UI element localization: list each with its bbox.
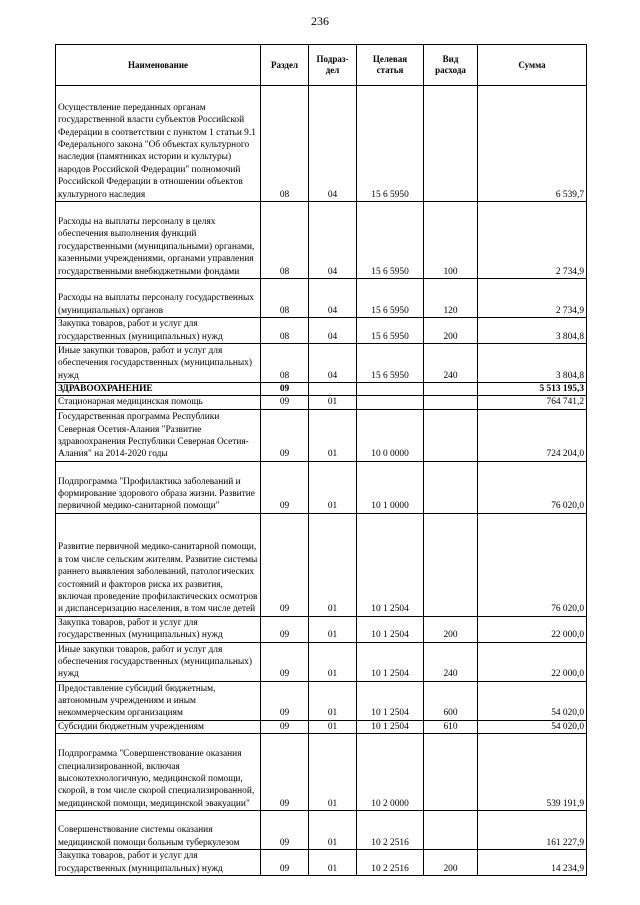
row-target: 15 6 5950: [357, 318, 424, 344]
table-row: [56, 681, 587, 720]
row-name: Расходы на выплаты персоналу государственных (муниципальных) органов: [56, 279, 261, 318]
row-target: 10 2 2516: [357, 811, 424, 850]
row-subsection: [309, 383, 357, 396]
header-section: Раздел: [261, 45, 309, 86]
row-target: 10 1 2504: [357, 616, 424, 642]
row-expense-type: 240: [424, 344, 478, 383]
row-subsection: 04: [309, 279, 357, 318]
row-section: 09: [261, 681, 309, 720]
row-subsection: 04: [309, 344, 357, 383]
table-row: [56, 86, 587, 202]
row-amount: 3 804,8: [478, 344, 587, 383]
header-subsection: Подраз- дел: [309, 45, 357, 86]
budget-table: [55, 44, 587, 876]
row-expense-type: 120: [424, 279, 478, 318]
row-section: 09: [261, 409, 309, 461]
table-row: [56, 642, 587, 681]
table-row: [56, 318, 587, 344]
table-row: [56, 850, 587, 876]
row-target: [357, 383, 424, 396]
row-section: 09: [261, 461, 309, 513]
row-subsection: 01: [309, 811, 357, 850]
row-subsection: 04: [309, 318, 357, 344]
header-name: Наименование: [56, 45, 261, 86]
row-section: 09: [261, 396, 309, 409]
row-amount: 2 734,9: [478, 202, 587, 279]
row-amount: 14 234,9: [478, 850, 587, 876]
row-expense-type: [424, 461, 478, 513]
row-section: 08: [261, 279, 309, 318]
row-amount: 2 734,9: [478, 279, 587, 318]
row-subsection: 01: [309, 734, 357, 811]
row-expense-type: [424, 513, 478, 616]
row-subsection: 01: [309, 409, 357, 461]
table-row: [56, 811, 587, 850]
row-amount: 22 000,0: [478, 642, 587, 681]
table-row: [56, 383, 587, 396]
row-name: Иные закупки товаров, работ и услуг для обеспечения государственных (муниципальных) нужд: [56, 642, 261, 681]
page-number: 236: [311, 14, 329, 28]
row-name: Стационарная медицинская помощь: [56, 396, 261, 409]
row-section: 09: [261, 734, 309, 811]
row-amount: 54 020,0: [478, 681, 587, 720]
row-expense-type: [424, 396, 478, 409]
row-expense-type: [424, 86, 478, 202]
row-expense-type: 200: [424, 318, 478, 344]
row-name: ЗДРАВООХРАНЕНИЕ: [56, 383, 261, 396]
row-subsection: 04: [309, 86, 357, 202]
row-amount: 76 020,0: [478, 513, 587, 616]
row-section: 09: [261, 383, 309, 396]
row-subsection: 01: [309, 461, 357, 513]
row-section: 08: [261, 86, 309, 202]
row-amount: 539 191,9: [478, 734, 587, 811]
table-row: [56, 202, 587, 279]
row-amount: 3 804,8: [478, 318, 587, 344]
table-row: [56, 279, 587, 318]
row-section: 09: [261, 616, 309, 642]
row-name: Совершенствование системы оказания медицинской помощи больным туберкулезом: [56, 811, 261, 850]
row-subsection: 01: [309, 720, 357, 733]
row-section: 09: [261, 513, 309, 616]
table-row: [56, 513, 587, 616]
row-expense-type: [424, 383, 478, 396]
row-section: 09: [261, 811, 309, 850]
table-row: [56, 409, 587, 461]
row-name: Закупка товаров, работ и услуг для государственных (муниципальных) нужд: [56, 318, 261, 344]
row-subsection: 01: [309, 396, 357, 409]
row-amount: 724 204,0: [478, 409, 587, 461]
table-row: [56, 396, 587, 409]
row-subsection: 01: [309, 642, 357, 681]
row-subsection: 01: [309, 513, 357, 616]
row-name: Субсидии бюджетным учреждениям: [56, 720, 261, 733]
row-subsection: 04: [309, 202, 357, 279]
row-subsection: 01: [309, 850, 357, 876]
header-amount: Сумма: [478, 45, 587, 86]
row-name: Подпрограмма "Профилактика заболеваний и формирование здорового образа жизни. Развитие первичной медико-санитарной помощи": [56, 461, 261, 513]
table-row: [56, 734, 587, 811]
row-expense-type: [424, 811, 478, 850]
row-name: Иные закупки товаров, работ и услуг для обеспечения государственных (муниципальных) нужд: [56, 344, 261, 383]
row-amount: 161 227,9: [478, 811, 587, 850]
row-expense-type: 240: [424, 642, 478, 681]
row-target: 10 1 2504: [357, 513, 424, 616]
row-target: 10 0 0000: [357, 409, 424, 461]
header-expense-type: Вид расхода: [424, 45, 478, 86]
row-name: Закупка товаров, работ и услуг для государственных (муниципальных) нужд: [56, 850, 261, 876]
row-section: 09: [261, 720, 309, 733]
row-section: 09: [261, 850, 309, 876]
row-amount: 22 000,0: [478, 616, 587, 642]
row-expense-type: 100: [424, 202, 478, 279]
row-target: 10 1 2504: [357, 642, 424, 681]
row-name: Расходы на выплаты персоналу в целях обеспечения выполнения функций государственными (муниципальными) органами, казенными учреждениями, органами управления государственными внебюджетными фондами: [56, 202, 261, 279]
row-amount: 764 741,2: [478, 396, 587, 409]
row-target: 10 1 2504: [357, 681, 424, 720]
row-name: Государственная программа Республики Северная Осетия-Алания "Развитие здравоохранения Республики Северная Осетия-Алания" на 2014-2020 годы: [56, 409, 261, 461]
row-expense-type: 610: [424, 720, 478, 733]
row-expense-type: 200: [424, 616, 478, 642]
table-row: [56, 616, 587, 642]
row-target: 15 6 5950: [357, 279, 424, 318]
table-row: [56, 461, 587, 513]
row-name: Предоставление субсидий бюджетным, автономным учреждениям и иным некоммерческим организациям: [56, 681, 261, 720]
row-target: 10 2 2516: [357, 850, 424, 876]
row-subsection: 01: [309, 681, 357, 720]
row-name: Развитие первичной медико-санитарной помощи, в том числе сельским жителям. Развитие системы раннего выявления заболеваний, патологических состояний и факторов риска их развития, включая проведение профилактических осмотров и диспансеризацию населения, в том числе детей: [56, 513, 261, 616]
header-row: [56, 45, 587, 86]
row-amount: 54 020,0: [478, 720, 587, 733]
row-expense-type: 200: [424, 850, 478, 876]
row-target: 15 6 5950: [357, 344, 424, 383]
row-target: 15 6 5950: [357, 86, 424, 202]
row-name: Подпрограмма "Совершенствование оказания специализированной, включая высокотехнологичную, медицинской помощи, скорой, в том числе скорой специализированной, медицинской помощи, медицинской эвакуации": [56, 734, 261, 811]
row-section: 08: [261, 202, 309, 279]
row-amount: 5 513 195,3: [478, 383, 587, 396]
row-section: 09: [261, 642, 309, 681]
row-expense-type: [424, 409, 478, 461]
row-target: 10 1 2504: [357, 720, 424, 733]
row-target: 15 6 5950: [357, 202, 424, 279]
row-section: 08: [261, 318, 309, 344]
table-row: [56, 720, 587, 733]
row-name: Закупка товаров, работ и услуг для государственных (муниципальных) нужд: [56, 616, 261, 642]
row-target: 10 2 0000: [357, 734, 424, 811]
row-target: [357, 396, 424, 409]
row-section: 08: [261, 344, 309, 383]
table-row: [56, 344, 587, 383]
row-expense-type: [424, 734, 478, 811]
row-subsection: 01: [309, 616, 357, 642]
row-expense-type: 600: [424, 681, 478, 720]
row-target: 10 1 0000: [357, 461, 424, 513]
row-name: Осуществление переданных органам государственной власти субъектов Российской Федерации в соответствии с пунктом 1 статьи 9.1 Федерального закона "Об объектах культурного наследия (памятниках истории и культуры) народов Российской Федерации" полномочий Российской Федерации в отношении объектов культурного наследия: [56, 86, 261, 202]
row-amount: 6 539,7: [478, 86, 587, 202]
header-target: Целевая статья: [357, 45, 424, 86]
row-amount: 76 020,0: [478, 461, 587, 513]
